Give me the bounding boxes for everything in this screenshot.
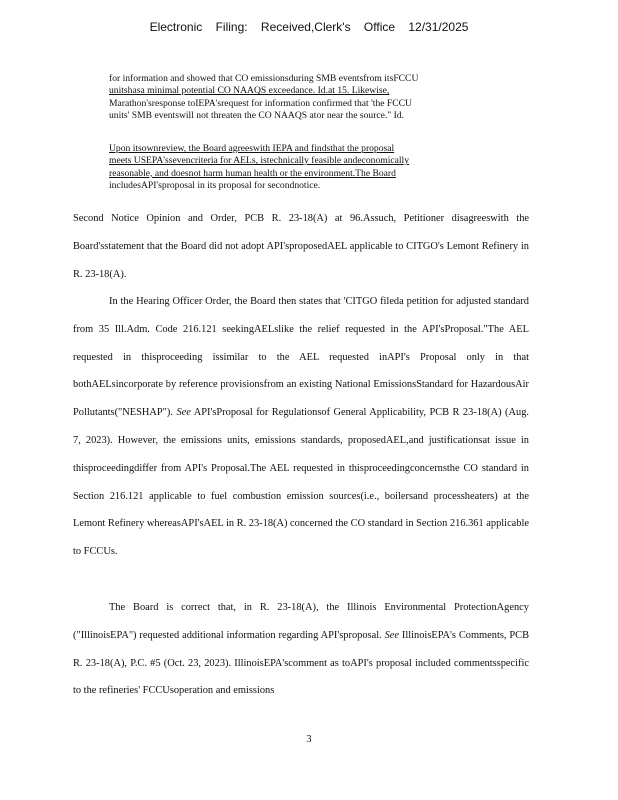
quote-line: includesAPI'sproposal in its proposal for secondnotice. — [109, 179, 321, 191]
quote-line: Marathon'sresponse toIEPA'srequest for information confirmed that 'the FCCU — [109, 97, 412, 109]
quote-line-underlined: meets USEPA'ssevencriteria for AELs, istechnically feasible andeconomically — [109, 155, 410, 167]
paragraph-text: IllinoisEPA's Comments, PCB R. 23-18(A), P.C. #5 (Oct. 23, 2023). IllinoisEPA'scomment as toAPI's proposal included commentsspecific to the refineries' FCCUsoperation and emissions — [73, 629, 530, 697]
paragraph-illinois-epa — [73, 594, 529, 705]
quote-line-underlined: Upon itsownreview, the Board agreeswith IEPA and findsthat the proposal — [109, 143, 395, 154]
quote-line-underlined: reasonable, and doesnot harm human health or the environment.The Board — [109, 167, 396, 179]
see-signal: See — [384, 629, 400, 641]
paragraph-text: The Board is correct that, in R. 23-18(A), the Illinois Environmental ProtectionAgency ("IllinoisEPA") requested additional information regarding API'sproposal. — [73, 602, 529, 641]
quote-line: units' SMB eventswill not threaten the CO NAAQS ator near the source." Id. — [109, 109, 405, 121]
paragraph-text: In the Hearing Officer Order, the Board then states that 'CITGO fileda petition for adjusted standard from 35 Ill.Adm. Code 216.121 seekingAELslike the relief requested in the API'sProposal."The AEL requested in thisproceeding issimilar to the AEL requested inAPI's Proposal only in that bothAELsincorporate by reference provisionsfrom an existing National EmissionsStandard for HazardousAir Pollutants("NESHAP"). — [73, 296, 529, 419]
page-number: 3 — [306, 734, 312, 745]
see-signal: See — [176, 407, 191, 419]
paragraph-text: Second Notice Opinion and Order, PCB R. 23-18(A) at 96.Assuch, Petitioner disagreeswith the Board'sstatement that the Board did not adopt API'sproposedAEL applicable to CITGO's Lemont Refinery in R. 23-18(A). — [73, 213, 529, 280]
filing-header: Electronic Filing: Received,Clerk's Office 12/31/2025 — [149, 20, 469, 34]
paragraph-text: API'sProposal for Regulationsof General Applicability, PCB R 23-18(A) (Aug. 7, 2023). However, the emissions units, emissions standards, proposedAEL,and justificationsat issue in thisproceedingdiffer from API's Proposal.The AEL requested in thisproceedingconcernsthe CO standard in Section 216.121 applicable to fuel combustion emission sources(i.e., boilersand processheaters) at the Lemont Refinery whereasAPI'sAEL in R. 23-18(A) concerned the CO standard in Section 216.361 applicable to FCCUs. — [73, 407, 529, 558]
block-quote-board-finding — [109, 143, 492, 192]
paragraph-hearing-officer-order — [73, 288, 529, 566]
paragraph-citation — [73, 205, 529, 288]
quote-line-underlined: unitshasa minimal potential CO NAAQS exceedance. Id.at 15. Likewise, — [109, 85, 390, 97]
quote-line: for information and showed that CO emissionsduring SMB eventsfrom itsFCCU — [109, 73, 419, 84]
block-quote-response — [109, 73, 492, 122]
